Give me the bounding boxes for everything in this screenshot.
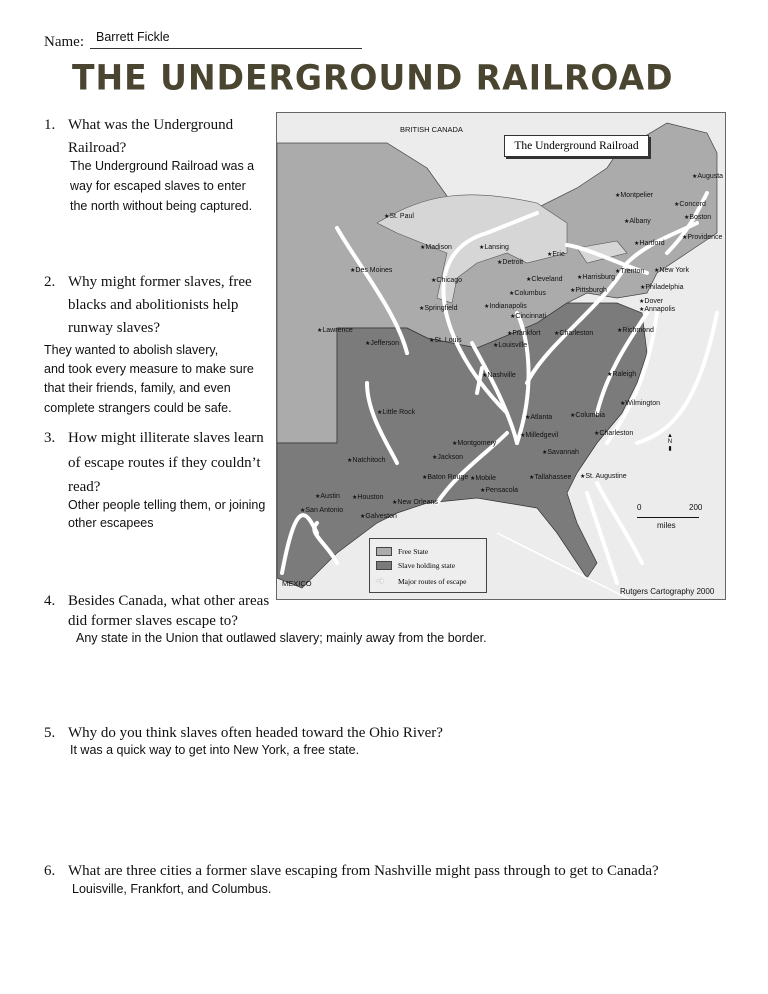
city-name: Columbus [514,290,546,297]
city-name: Annapolis [644,306,676,313]
city-label [419,305,457,312]
star-icon: ★ [352,495,358,501]
answer-text[interactable]: It was a quick way to get into New York, a free state. [70,743,360,757]
star-icon: ★ [570,413,576,419]
city-name: Hartford [639,240,665,247]
question-text: Railroad? [68,140,127,156]
star-icon: ★ [620,401,626,407]
slave-state-swatch [376,561,392,570]
scale-bar [637,517,699,518]
page-title: THE UNDERGROUND RAILROAD [72,57,674,98]
star-icon: ★ [542,450,548,456]
star-icon: ★ [520,433,526,439]
city-label [352,494,383,501]
question-text: blacks and abolitionists help [68,297,239,313]
star-icon: ★ [554,331,560,337]
question-text: Why do you think slaves often headed toward the Ohio River? [68,725,443,741]
answer-text[interactable]: and took every measure to make sure [44,362,254,376]
city-label [620,400,660,407]
question-text: What was the Underground [68,117,234,133]
scale-end: 200 [689,503,703,512]
city-name: Chicago [436,277,463,284]
city-label [639,298,663,305]
city-label [639,306,675,313]
star-icon: ★ [429,338,435,344]
question-text: read? [68,479,101,495]
question-text: did former slaves escape to? [68,613,238,629]
north-label: N [667,439,673,445]
star-icon: ★ [640,285,646,291]
city-label [615,268,644,275]
city-label [580,473,627,480]
city-label [674,201,706,208]
name-field[interactable] [90,48,362,49]
star-icon: ★ [347,458,353,464]
city-label [525,414,552,421]
question-number: 5. [44,725,56,741]
city-name: St. Augustine [585,473,627,480]
city-name: Natchitoch [352,457,386,464]
city-label [570,412,605,419]
answer-text[interactable]: Louisville, Frankfort, and Columbus. [72,882,272,896]
star-icon: ★ [493,343,499,349]
city-name: Savannah [547,449,579,456]
city-name: Lansing [484,244,509,251]
star-icon: ★ [594,431,600,437]
question-text: Besides Canada, what other areas [68,593,270,609]
free-state-swatch [376,547,392,556]
legend-routes: Major routes of escape [398,577,467,586]
star-icon: ★ [420,245,426,251]
city-name: San Antonio [305,507,344,514]
city-name: Detroit [502,259,524,266]
city-label [482,372,516,379]
city-name: St. Louis [434,337,462,344]
city-name: Wilmington [625,400,661,407]
star-icon: ★ [570,288,576,294]
city-label [529,474,571,481]
city-name: Galveston [365,513,397,520]
city-name: Lawrence [322,327,353,334]
star-icon: ★ [479,245,485,251]
star-icon: ★ [682,235,688,241]
city-name: Mobile [475,475,497,482]
star-icon: ★ [525,415,531,421]
city-label [479,244,509,251]
map-title: The Underground Railroad [504,135,649,157]
city-label [640,284,684,291]
answer-text[interactable]: Other people telling them, or joining [68,498,266,512]
city-name: Indianapolis [489,303,527,310]
city-label [347,457,385,464]
city-label [392,499,438,506]
city-name: Charleston [599,430,634,437]
city-label [470,475,496,482]
city-name: Frankfort [512,330,541,337]
underground-railroad-map [276,112,726,600]
answer-text[interactable]: the north without being captured. [70,199,253,213]
star-icon: ★ [529,475,535,481]
star-icon: ★ [300,508,306,514]
scale-start: 0 [637,503,642,512]
star-icon: ★ [674,202,680,208]
city-label [692,173,723,180]
city-name: Concord [679,201,706,208]
city-name: Jefferson [370,340,400,347]
star-icon: ★ [480,488,486,494]
star-icon: ★ [607,372,613,378]
star-icon: ★ [507,331,513,337]
city-label [520,432,558,439]
star-icon: ★ [509,291,515,297]
city-label [547,251,565,258]
star-icon: ★ [365,341,371,347]
city-label [431,277,462,284]
city-name: Dover [644,298,664,305]
scale-unit: miles [657,521,676,530]
star-icon: ★ [470,476,476,482]
question-text: runway slaves? [68,320,161,336]
star-icon: ★ [432,455,438,461]
north-arrow-icon: ▲ N ▮ [667,433,673,452]
city-label [654,267,689,274]
star-icon: ★ [482,373,488,379]
name-value: Barrett Fickle [96,30,170,44]
star-icon: ★ [452,441,458,447]
city-name: Trenton [620,268,645,275]
city-name: Houston [357,494,384,501]
legend-slave-state: Slave holding state [398,561,456,570]
star-icon: ★ [654,268,660,274]
city-label [607,371,636,378]
star-icon: ★ [639,299,645,305]
question-number: 6. [44,863,56,879]
city-name: Tallahassee [534,474,572,481]
city-name: Montpelier [620,192,654,199]
city-label [317,327,353,334]
star-icon: ★ [360,514,366,520]
city-label [429,337,462,344]
city-label [480,487,518,494]
city-name: St. Paul [389,213,414,220]
city-name: Cincinnati [515,313,547,320]
answer-text[interactable]: complete strangers could be safe. [44,401,232,415]
question-text: Why might former slaves, free [68,274,252,290]
star-icon: ★ [497,260,503,266]
city-label [422,474,468,481]
star-icon: ★ [431,278,437,284]
city-label [360,513,397,520]
star-icon: ★ [377,410,383,416]
city-name: Providence [687,234,723,241]
question-number: 2. [44,274,56,290]
city-name: Columbia [575,412,605,419]
star-icon: ★ [580,474,586,480]
city-name: Boston [689,214,712,221]
city-label [684,214,711,221]
city-name: Erie [552,251,565,258]
star-icon: ★ [350,268,356,274]
city-name: Charleston [559,330,594,337]
city-label [350,267,392,274]
city-name: Jackson [437,454,464,461]
city-name: Albany [629,218,651,225]
star-icon: ★ [392,500,398,506]
city-name: New York [659,267,689,274]
city-label [526,276,563,283]
answer-text[interactable]: that their friends, family, and even [44,381,231,395]
city-name: Montgomery [457,440,497,447]
star-icon: ★ [617,328,623,334]
star-icon: ★ [615,193,621,199]
city-label [365,340,399,347]
city-name: Madison [425,244,452,251]
region-label-canada: BRITISH CANADA [400,125,463,134]
city-label [624,218,651,225]
question-text: What are three cities a former slave escaping from Nashville might pass through to get to Canada? [68,863,659,879]
star-icon: ★ [419,306,425,312]
answer-text[interactable]: They wanted to abolish slavery, [44,343,219,357]
star-icon: ★ [634,241,640,247]
star-icon: ★ [510,314,516,320]
city-name: Richmond [622,327,654,334]
city-name: Austin [320,493,340,500]
city-label [507,330,540,337]
star-icon: ★ [547,252,553,258]
city-label [315,493,340,500]
map-legend [369,538,487,593]
answer-text[interactable]: way for escaped slaves to enter [70,179,246,193]
answer-text[interactable]: Any state in the Union that outlawed slavery; mainly away from the border. [76,631,487,645]
region-label-mexico: MEXICO [282,579,312,588]
star-icon: ★ [639,307,645,313]
city-name: Philadelphia [645,284,684,291]
city-name: Cleveland [531,276,563,283]
city-name: Milledgevil [525,432,559,439]
city-name: Pensacola [485,487,519,494]
star-icon: ★ [422,475,428,481]
legend-free-state: Free State [398,547,429,556]
city-name: Raleigh [612,371,637,378]
city-label [554,330,593,337]
city-name: Nashville [487,372,516,379]
answer-text[interactable]: The Underground Railroad was a [70,159,255,173]
city-name: Pittsburgh [575,287,607,294]
city-label [497,259,523,266]
star-icon: ★ [615,269,621,275]
city-label [384,213,414,220]
star-icon: ★ [684,215,690,221]
city-label [432,454,463,461]
star-icon: ★ [577,275,583,281]
star-icon: ★ [624,219,630,225]
answer-text[interactable]: other escapees [68,516,154,530]
city-label [493,342,527,349]
city-label [570,287,607,294]
star-icon: ★ [317,328,323,334]
name-label: Name: [44,34,84,50]
city-label [682,234,722,241]
city-label [510,313,546,320]
city-name: Augusta [697,173,724,180]
city-name: Harrisburg [582,274,616,281]
city-name: Louisville [498,342,528,349]
question-text: of escape routes if they couldn’t [68,455,261,471]
star-icon: ★ [526,277,532,283]
star-icon: ★ [384,214,390,220]
city-name: Atlanta [530,414,553,421]
question-number: 4. [44,593,56,609]
city-label [452,440,496,447]
city-name: Little Rock [382,409,416,416]
city-label [542,449,579,456]
city-label [420,244,452,251]
city-label [634,240,665,247]
city-label [377,409,415,416]
star-icon: ★ [315,494,321,500]
city-label [509,290,546,297]
city-label [615,192,653,199]
question-number: 3. [44,430,56,446]
map-credit: Rutgers Cartography 2000 [620,587,715,596]
question-text: How might illiterate slaves learn [68,430,264,446]
city-name: Des Moines [355,267,393,274]
city-name: Baton Rouge [427,474,469,481]
city-name: Springfield [424,305,458,312]
city-label [300,507,343,514]
city-name: New Orleans [397,499,438,506]
arrow-icon: ➔ [376,576,385,587]
city-label [577,274,615,281]
question-number: 1. [44,117,56,133]
star-icon: ★ [484,304,490,310]
city-label [484,303,527,310]
city-label [617,327,654,334]
star-icon: ★ [692,174,698,180]
city-label [594,430,633,437]
